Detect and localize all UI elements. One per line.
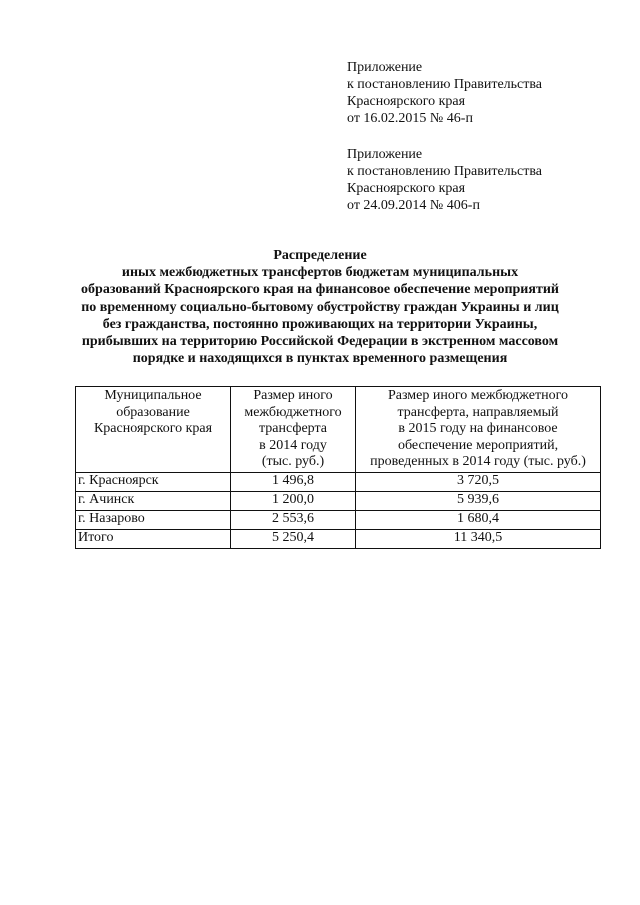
- cell-amount-2015: 5 939,6: [356, 491, 601, 510]
- document-title: [70, 247, 570, 367]
- appendix-date-number: от 16.02.2015 № 46-п: [347, 111, 473, 126]
- title-line: образований Красноярского края на финансовое обеспечение мероприятий: [81, 282, 559, 298]
- title-heading: Распределение: [273, 248, 367, 263]
- appendix-line: Красноярского края: [347, 94, 466, 109]
- cell-amount-2014: 1 200,0: [231, 491, 356, 510]
- header-municipality: Муниципальное образование Красноярского края: [76, 387, 231, 473]
- appendix-current-resolution: [347, 59, 542, 127]
- table-row: [76, 491, 601, 510]
- table-total-row: [76, 529, 601, 548]
- cell-municipality: г. Красноярск: [76, 472, 231, 491]
- appendix-line: к постановлению Правительства: [347, 77, 543, 92]
- title-line: без гражданства, постоянно проживающих на территории Украины,: [102, 316, 538, 332]
- cell-municipality: г. Назарово: [76, 510, 231, 529]
- cell-total-label: Итого: [76, 529, 231, 548]
- appendix-line: к постановлению Правительства: [347, 164, 543, 179]
- cell-total-2015: 11 340,5: [356, 529, 601, 548]
- cell-total-2014: 5 250,4: [231, 529, 356, 548]
- appendix-line: Приложение: [347, 147, 423, 162]
- title-line: порядке и находящихся в пунктах временного размещения: [132, 351, 508, 367]
- cell-amount-2015: 1 680,4: [356, 510, 601, 529]
- title-line: прибывших на территорию Российской Федерации в экстренном массовом: [81, 334, 559, 350]
- table-row: [76, 472, 601, 491]
- cell-amount-2014: 1 496,8: [231, 472, 356, 491]
- table-row: [76, 510, 601, 529]
- cell-municipality: г. Ачинск: [76, 491, 231, 510]
- table-header-row: [76, 387, 601, 473]
- appendix-date-number: от 24.09.2014 № 406-п: [347, 198, 480, 213]
- title-line: по временному социально-бытовому обустройству граждан Украины и лиц: [81, 299, 559, 315]
- cell-amount-2014: 2 553,6: [231, 510, 356, 529]
- appendix-line: Красноярского края: [347, 181, 466, 196]
- transfer-distribution-table: [75, 386, 601, 549]
- header-amount-2015: Размер иного межбюджетного трансферта, направляемый в 2015 году на финансовое обеспечение мероприятий, проведенных в 2014 году (тыс. руб.): [356, 387, 601, 473]
- appendix-line: Приложение: [347, 60, 423, 75]
- cell-amount-2015: 3 720,5: [356, 472, 601, 491]
- header-amount-2014: Размер иного межбюджетного трансферта в 2014 году (тыс. руб.): [231, 387, 356, 473]
- appendix-original-resolution: [347, 146, 542, 214]
- title-line: иных межбюджетных трансфертов бюджетам муниципальных: [121, 265, 519, 281]
